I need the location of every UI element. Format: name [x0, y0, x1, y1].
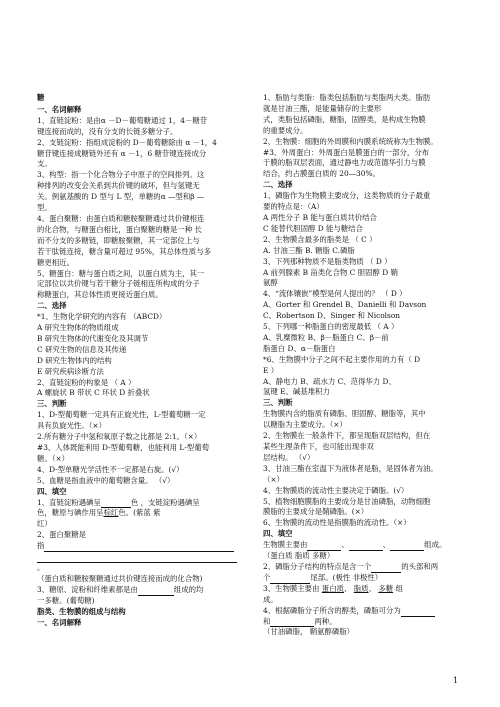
- fill-q3-line1: [37, 585, 246, 596]
- text-line: 的化合物，与糖蛋白相比，蛋白聚糖的糖是一种 长: [37, 224, 202, 234]
- fill-q3-line1: [263, 584, 472, 595]
- text-line: 膜脂的主要成分是鞘磷脂。(×）: [263, 507, 369, 517]
- fill-text: （甘油磷脂， 鞘氨醇磷脂）: [263, 627, 355, 637]
- text-line: 糖。（×）: [37, 453, 70, 463]
- definitions-list: [37, 116, 246, 301]
- text-line: 5、下列哪一种脂蛋白的密度最低 （ A ）: [263, 322, 399, 332]
- fill-text: 个: [263, 572, 271, 582]
- fill-answer: 多糖: [378, 583, 394, 593]
- text-line: A 两性分子 B 能与蛋白质共价结合: [263, 212, 377, 222]
- fill-text: 生物膜主要由: [263, 540, 308, 550]
- text-line: 2、生物膜含最多的脂类是 （ C ）: [263, 234, 377, 244]
- text-line: 而不分支的多糖链，即糖胺聚糖，其一定部位上与: [37, 235, 200, 245]
- text-line: 3、下列那种物质不是脂类物质 （ D ）: [263, 256, 392, 266]
- text-line: 2、生物膜：细胞的外周膜和内膜系统统称为生物膜。: [263, 136, 438, 146]
- text-line: A 螺旋状 B 带状 C 环状 D 折叠状: [37, 388, 150, 398]
- right-column: [263, 93, 472, 638]
- text-line: C 研究生物的信息及其传递: [37, 344, 127, 354]
- text-line: 2、直链淀粉的构象是 （ A ）: [37, 377, 136, 387]
- text-line: *6、生物膜中分子之间不起主要作用的力有（ D: [263, 354, 421, 364]
- fill-q1-line1: [263, 540, 472, 551]
- text-line: 氢键 E、碱基堆积力: [263, 387, 330, 397]
- fill-answer: 蛋白质: [321, 583, 344, 593]
- fill-text: 组: [395, 583, 403, 593]
- text-line: 5、植物细胞膜脂的主要成分是甘油磷脂，动物细胞: [263, 496, 431, 506]
- text-line: （×）: [263, 474, 284, 484]
- fill-q4-line1: [263, 606, 472, 617]
- fill-text: 1、直链淀粉遇碘呈: [37, 497, 101, 507]
- fill-text: 和: [263, 616, 271, 626]
- heading-judge: 三、判断: [37, 399, 67, 409]
- section-title-lipids: 脂类、生物膜的组成与结构: [37, 606, 126, 616]
- text-line: 键连接而成的，没有分支的长链多糖分子。: [37, 126, 178, 136]
- fill-text: 。: [37, 562, 45, 572]
- heading-fill: 四、填空: [37, 486, 67, 496]
- text-line: 4、D-型单糖光学活性不一定都是右旋。(√）: [37, 464, 184, 474]
- text-line: 3、甘油三酯在室温下为液体者是脂，是固体者为油。: [263, 463, 438, 473]
- text-line: 1、磷脂作为生物膜主要成分，这类物质的分子最重: [263, 191, 431, 201]
- fill-answer: 脂质: [353, 583, 369, 593]
- text-line: 支。: [37, 159, 52, 169]
- section-title-sugar: 糖: [37, 93, 45, 102]
- fill-text: 3、糖原、淀粉和纤维素都是由: [37, 584, 138, 594]
- text-line: 若干肽链连接，糖含量可超过 95%，其总体性质与多: [37, 246, 211, 256]
- fill-text: 色 ，支链淀粉遇碘呈: [130, 497, 200, 507]
- fill-text: 2、磷脂分子结构的特点是含一个: [263, 561, 372, 571]
- text-line: D 研究生物体内的结构: [37, 355, 112, 365]
- definitions-list-2: [263, 93, 472, 180]
- heading-definitions: 一、名词解释: [37, 104, 82, 114]
- text-line: 4、蛋白聚糖：由蛋白质和糖胺聚糖通过共价键相连: [37, 213, 205, 223]
- text-line: 具有负旋光性。（×）: [37, 421, 107, 431]
- fill-text: 尾部。(极性 非极性）: [310, 572, 383, 582]
- blank-line: [371, 564, 401, 573]
- fill-text: 组成。: [424, 540, 447, 550]
- blank-line: [401, 608, 435, 617]
- page-number: 1: [453, 676, 459, 685]
- judge-list-2: [263, 409, 472, 529]
- fill-q2-line2: [37, 541, 246, 552]
- text-line: 5、血糖是指血液中的葡萄糖含量。 （√）: [37, 475, 175, 485]
- text-line: 4、“流体镶嵌”模型是何人提出的？ （ D ）: [263, 289, 407, 299]
- fill-text: 一多糖。(葡萄糖): [37, 595, 95, 605]
- fill-text: 两种。: [314, 616, 337, 626]
- text-line: 2、生物膜在一般条件下，都呈现脂双层结构，但在: [263, 431, 431, 441]
- choice-list-2: [263, 191, 472, 398]
- text-line: 型。: [37, 203, 52, 213]
- fill-q2-line1: [263, 562, 472, 573]
- fill-text: 红）: [37, 519, 52, 529]
- text-line: 3、构型：指一个化合物分子中原子的空间排列。这: [37, 170, 205, 180]
- blank-line: [270, 618, 314, 627]
- heading-definitions-2: 一、名词解释: [37, 617, 82, 627]
- text-line: 1、脂肪与类脂：脂类包括脂肪与类脂两大类。脂肪: [263, 93, 431, 102]
- fill-text: 、: [341, 540, 349, 550]
- text-line: A、静电力 B、疏水力 C、范得华力 D、: [263, 376, 396, 386]
- text-line: 某些生理条件下，也可能出现非双: [263, 442, 374, 451]
- judge-list: [37, 410, 246, 486]
- heading-choice: 二、选择: [37, 301, 67, 311]
- fill-text: 指: [37, 541, 45, 551]
- heading-fill-2: 四、填空: [263, 529, 293, 539]
- text-line: 脂蛋白 D、α－脂蛋白: [263, 343, 336, 353]
- text-line: 氨醇: [263, 278, 278, 288]
- fill-text: 成。: [263, 594, 278, 604]
- text-line: 2.所有糖分子中氢和氧原子数之比都是 2:1。（×）: [37, 432, 202, 442]
- text-line: A 研究生物体的物质组成: [37, 323, 119, 333]
- text-line: 关。例氨基酸的 D 型与 L 型，单糖的α —型和β —: [37, 192, 205, 202]
- blank-line: [390, 542, 424, 551]
- blank-line: [270, 575, 310, 584]
- fill-text: 、: [343, 583, 352, 593]
- blank-line: [349, 542, 383, 551]
- text-line: 层结构。 （√）: [263, 452, 315, 462]
- text-line: 6、生物膜的流动性是指膜脂的流动性。（×）: [263, 518, 411, 528]
- fill-text: 色，糖原与碘作用呈: [37, 508, 104, 518]
- heading-choice-2: 二、选择: [263, 180, 293, 190]
- text-line: 糖苷键连接成糖链外还有 α －1，6 糖苷键连接成分: [37, 148, 207, 158]
- fill-text: 4、根据磷脂分子所含的醇类，磷脂可分为: [263, 605, 401, 615]
- fill-text: 3、生物膜主要由: [263, 583, 320, 593]
- heading-judge-2: 三、判断: [263, 398, 293, 408]
- fill-text: 组成的均: [173, 584, 204, 594]
- choice-list: [37, 312, 246, 399]
- fill-text: 、: [368, 583, 376, 593]
- text-line: 生物膜内含的脂质有磷脂、胆固醇、糖脂等，其中: [263, 409, 426, 419]
- blank-line: [37, 554, 237, 563]
- blank-line: [44, 543, 234, 552]
- text-line: 要的特点是：（A）: [263, 202, 324, 212]
- fill-text: 、: [382, 540, 391, 550]
- text-line: 以糖脂为主要成分。（×）: [263, 420, 347, 430]
- text-line: A、乳糜微粒 B、β－脂蛋白 C、β－前: [263, 332, 389, 342]
- blank-line: [307, 542, 341, 551]
- text-line: 4、生物膜质的流动性主要决定于磷脂。(√）: [263, 485, 409, 495]
- blank-line: [138, 587, 174, 596]
- text-line: 就是甘油三酯，是能量储存的主要形: [263, 103, 382, 113]
- text-line: 5、糖蛋白：糖与蛋白质之间，以蛋白质为主，其一: [37, 268, 205, 278]
- fill-q2-line2: [263, 573, 472, 584]
- fill-text: （蛋白质和糖胺聚糖通过共价键连接而成的化合物): [37, 573, 203, 583]
- text-line: A. 甘油三酯 B. 糖脂 C.磷脂: [263, 245, 355, 255]
- fill-answer: 棕红: [103, 508, 119, 518]
- fill-text: 色。(紫蓝 紫: [118, 508, 161, 518]
- text-line: 糖更相近。: [37, 257, 74, 267]
- fill-q1-line2: [37, 508, 246, 519]
- text-line: #3、人体既能利用 D-型葡萄糖，也能利用 L-型葡萄: [37, 443, 209, 452]
- text-line: #3、外周蛋白：外周蛋白是膜蛋白的一部分，分布: [263, 147, 430, 157]
- fill-text: （蛋白质 脂质 多糖）: [263, 551, 335, 561]
- text-line: 定部位以共价键与若干糖分子链相连所构成的分子: [37, 279, 200, 289]
- text-line: *1、生物化学研究的内容有 （ABCD）: [37, 312, 167, 322]
- fill-q2-line3: [37, 552, 246, 563]
- text-line: 种排列的改变会关系到共价键的破坏，但与氢键无: [37, 181, 200, 191]
- text-line: 称糖蛋白，其总体性质更接近蛋白质。: [37, 290, 163, 300]
- text-line: A、Gorter 和 Grendel B、Danielli 和 Davson: [263, 300, 427, 310]
- text-line: 式，类脂包括磷脂，糖脂，固醇类，是构成生物膜: [263, 114, 426, 124]
- text-line: C 能替代胆固醇 D 能与糖结合: [263, 223, 363, 233]
- blank-line: [101, 499, 131, 508]
- text-line: 的重要成分。: [263, 125, 308, 135]
- text-line: A 前列腺素 B 甾类化合物 C 胆固醇 D 鞘: [263, 267, 398, 277]
- fill-q4-line2: [263, 617, 472, 628]
- text-line: B 研究生物体的代谢变化及其调节: [37, 333, 149, 343]
- fill-q1-line1: [37, 498, 246, 509]
- text-line: C、Robertson D、Singer 和 Nicolson: [263, 311, 401, 321]
- text-line: E ）: [263, 365, 279, 375]
- text-line: 结合，约占膜蛋白质的 20—30%。: [263, 169, 380, 179]
- text-line: E 研究疾病诊断方法: [37, 366, 104, 376]
- fill-text: 的头部和两: [401, 561, 439, 571]
- text-line: 1、直链淀粉：是由α －D－葡萄糖通过 1，4－糖苷: [37, 115, 208, 125]
- text-line: 于膜的脂双层表面，通过静电力或范德华引力与膜: [263, 158, 426, 168]
- text-line: 2、支链淀粉：指组成淀粉的 D－葡萄糖除由 α －1，4: [37, 137, 217, 147]
- fill-text: 2、蛋白聚糖是: [37, 530, 87, 540]
- left-column: [37, 93, 246, 628]
- text-line: 1、D-型葡萄糖一定具有正旋光性，L-型葡萄糖一定: [37, 410, 206, 420]
